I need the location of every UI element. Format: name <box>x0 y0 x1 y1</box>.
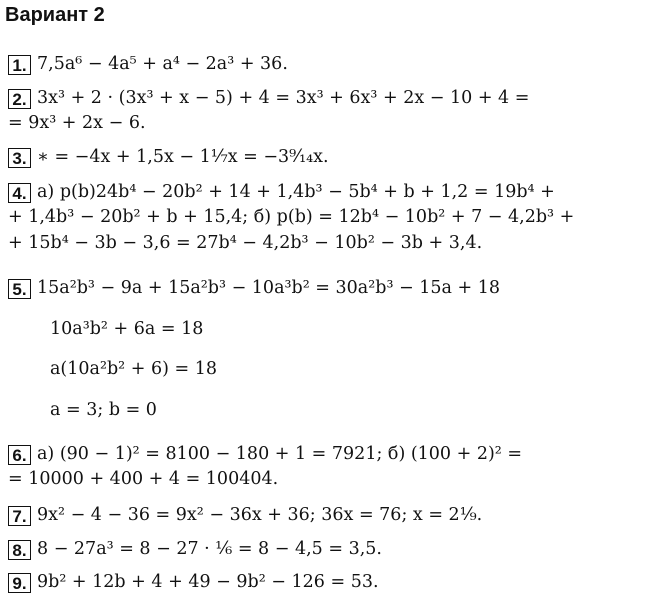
task-text: 9x² − 4 − 36 = 9x² − 36x + 36; 36x = 76; x = 2¹⁄₉. <box>37 505 483 525</box>
task-text: 8 − 27a³ = 8 − 27 · ¹⁄₆ = 8 − 4,5 = 3,5. <box>37 539 382 559</box>
task-8 <box>8 538 382 560</box>
task-number: 6. <box>8 445 31 465</box>
task-number: 9. <box>8 573 31 593</box>
task-text-continuation: a = 3; b = 0 <box>50 400 157 420</box>
task-6 <box>8 443 522 465</box>
task-text: 9b² + 12b + 4 + 49 − 9b² − 126 = 53. <box>37 572 379 592</box>
task-number: 3. <box>8 148 31 168</box>
task-number: 1. <box>8 55 31 75</box>
task-text: 15a²b³ − 9a + 15a²b³ − 10a³b² = 30a²b³ − 15a + 18 <box>37 278 501 298</box>
page-title: Вариант 2 <box>5 4 105 26</box>
task-text: ∗ = −4x + 1,5x − 1¹⁄₇x = −3⁹⁄₁₄x. <box>37 147 329 167</box>
task-text-continuation: 10a³b² + 6a = 18 <box>50 319 204 339</box>
task-5 <box>8 277 500 299</box>
task-number: 7. <box>8 506 31 526</box>
task-1 <box>8 53 288 75</box>
task-number: 4. <box>8 183 31 203</box>
task-7 <box>8 504 482 526</box>
task-text-continuation: + 15b⁴ − 3b − 3,6 = 27b⁴ − 4,2b³ − 10b² − 3b + 3,4. <box>8 233 483 253</box>
task-number: 5. <box>8 279 31 299</box>
task-text-continuation: a(10a²b² + 6) = 18 <box>50 359 218 379</box>
task-text: 3x³ + 2 · (3x³ + x − 5) + 4 = 3x³ + 6x³ + 2x − 10 + 4 = <box>37 88 530 108</box>
task-text-continuation: = 10000 + 400 + 4 = 100404. <box>8 469 279 489</box>
task-3 <box>8 146 329 168</box>
task-text-continuation: = 9x³ + 2x − 6. <box>8 113 146 133</box>
task-text: 7,5a⁶ − 4a⁵ + a⁴ − 2a³ + 36. <box>37 54 288 74</box>
task-text-continuation: + 1,4b³ − 20b² + b + 15,4; б) p(b) = 12b⁴ − 10b² + 7 − 4,2b³ + <box>8 207 575 227</box>
task-text: а) p(b)24b⁴ − 20b² + 14 + 1,4b³ − 5b⁴ + b + 1,2 = 19b⁴ + <box>37 182 555 202</box>
task-number: 2. <box>8 89 31 109</box>
task-2 <box>8 87 529 109</box>
task-4 <box>8 181 555 203</box>
task-number: 8. <box>8 540 31 560</box>
task-9 <box>8 571 379 593</box>
task-text: а) (90 − 1)² = 8100 − 180 + 1 = 7921; б) (100 + 2)² = <box>37 444 523 464</box>
